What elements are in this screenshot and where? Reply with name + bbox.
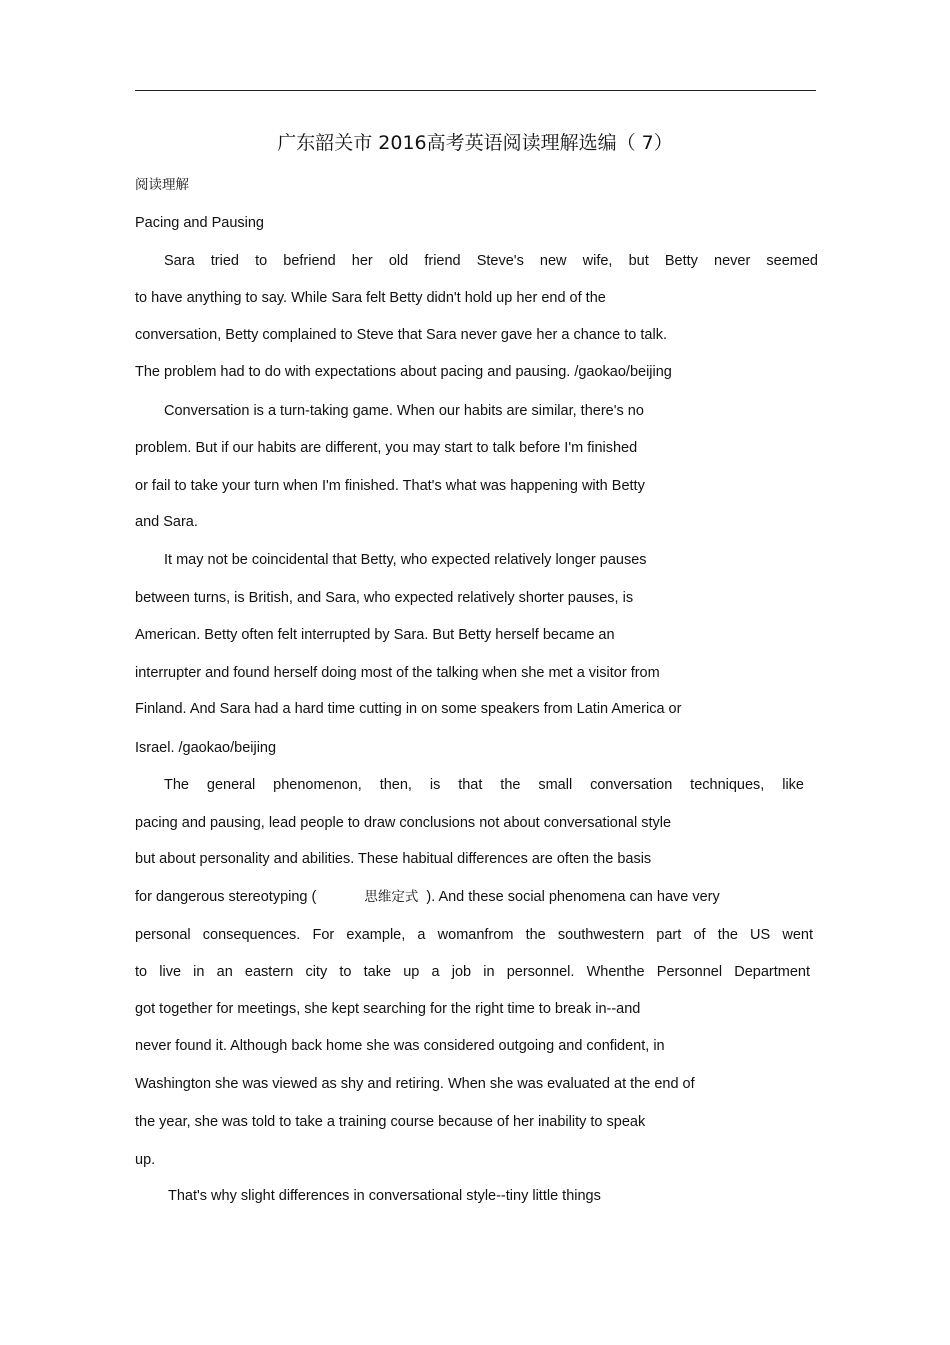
- section-label: 阅读理解: [135, 177, 189, 193]
- paragraph-line: That's why slight differences in conversational style--tiny little things: [168, 1188, 601, 1204]
- paragraph-line: The general phenomenon, then, is that the small conversation techniques, like: [164, 777, 804, 793]
- top-rule: [135, 90, 816, 91]
- paragraph-line: pacing and pausing, lead people to draw conclusions not about conversational style: [135, 815, 672, 831]
- paragraph-line: Conversation is a turn-taking game. When our habits are similar, there's no: [164, 403, 644, 419]
- paragraph-line: got together for meetings, she kept searching for the right time to break in--and: [135, 1001, 641, 1017]
- document-title: 广东韶关市 2016高考英语阅读理解选编（ 7）: [277, 132, 673, 154]
- paragraph-line: up.: [135, 1152, 156, 1168]
- paragraph-line: American. Betty often felt interrupted by Sara. But Betty herself became an: [135, 627, 615, 643]
- paragraph-line: Sara tried to befriend her old friend Steve's new wife, but Betty never seemed: [164, 253, 818, 269]
- paragraph-line: conversation, Betty complained to Steve that Sara never gave her a chance to talk.: [135, 327, 667, 343]
- paragraph-line: never found it. Although back home she was considered outgoing and confident, in: [135, 1038, 665, 1054]
- paragraph-line: Washington she was viewed as shy and retiring. When she was evaluated at the end of: [135, 1076, 695, 1092]
- paragraph-line: but about personality and abilities. These habitual differences are often the basis: [135, 851, 652, 867]
- paragraph-line: to live in an eastern city to take up a job in personnel. Whenthe Personnel Department: [135, 964, 810, 980]
- article-title: Pacing and Pausing: [135, 215, 264, 231]
- stereotype-chinese-term: 思维定式: [364, 889, 419, 905]
- stereotyping-tail: ). And these social phenomena can have very: [426, 889, 720, 905]
- paragraph-line: problem. But if our habits are different, you may start to talk before I'm finished: [135, 440, 638, 456]
- paragraph-line: The problem had to do with expectations about pacing and pausing. /gaokao/beijing: [135, 364, 672, 380]
- paragraph-line: Finland. And Sara had a hard time cutting in on some speakers from Latin America or: [135, 701, 682, 717]
- paragraph-line: or fail to take your turn when I'm finished. That's what was happening with Betty: [135, 478, 645, 494]
- paragraph-line-stereotyping: [135, 888, 720, 906]
- paragraph-line: to have anything to say. While Sara felt Betty didn't hold up her end of the: [135, 290, 606, 306]
- paragraph-line: interrupter and found herself doing most of the talking when she met a visitor from: [135, 665, 660, 681]
- paragraph-line: and Sara.: [135, 514, 198, 530]
- paragraph-line: the year, she was told to take a training course because of her inability to speak: [135, 1114, 646, 1130]
- stereotyping-text: for dangerous stereotyping (: [135, 889, 317, 905]
- paragraph-line: It may not be coincidental that Betty, who expected relatively longer pauses: [164, 552, 647, 568]
- paragraph-line: between turns, is British, and Sara, who expected relatively shorter pauses, is: [135, 590, 634, 606]
- paragraph-line: personal consequences. For example, a womanfrom the southwestern part of the US went: [135, 927, 813, 943]
- paragraph-line: Israel. /gaokao/beijing: [135, 740, 277, 756]
